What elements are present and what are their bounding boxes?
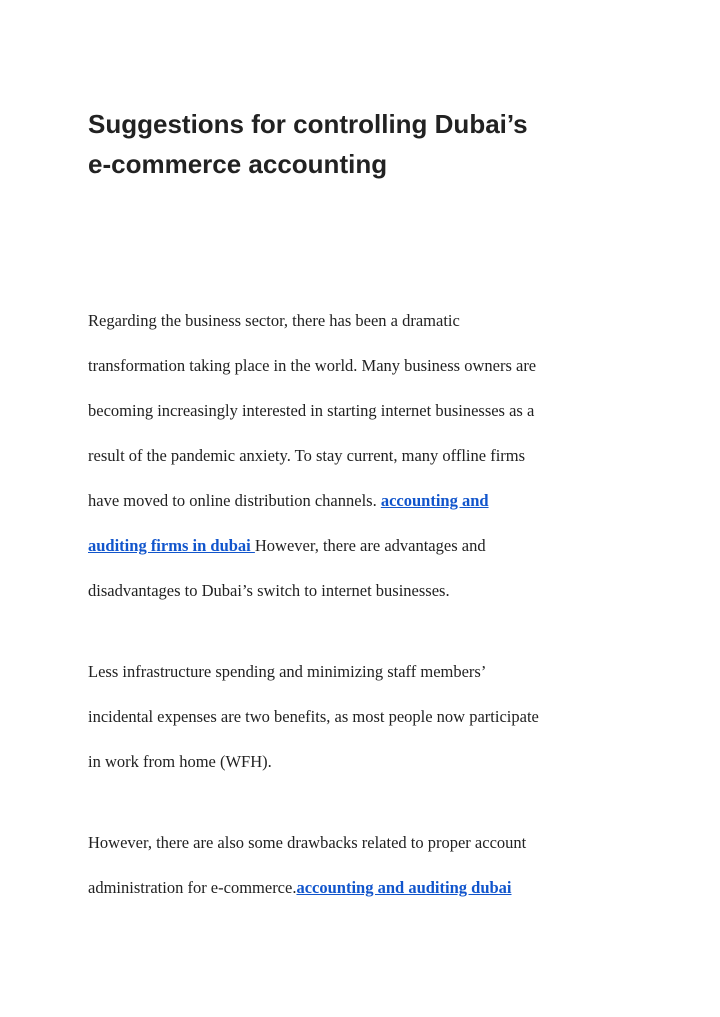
paragraph-2-line-3: in work from home (WFH).: [88, 752, 272, 771]
paragraph-2-line-1: Less infrastructure spending and minimizing staff members’: [88, 662, 487, 681]
title-line-1: Suggestions for controlling Dubai’s: [88, 109, 528, 139]
accounting-firms-link-part-1[interactable]: accounting and: [380, 491, 489, 510]
paragraph-1-line-2: transformation taking place in the world. Many business owners are: [88, 356, 537, 375]
title-line-2: e-commerce accounting: [88, 149, 388, 179]
accounting-auditing-dubai-link[interactable]: accounting and auditing dubai: [296, 878, 512, 897]
paragraph-2-line-2: incidental expenses are two benefits, as most people now participate: [88, 707, 539, 726]
paragraph-2: [88, 649, 648, 784]
accounting-firms-link-part-2[interactable]: auditing firms in dubai: [88, 536, 255, 555]
paragraph-3-line-2-text: administration for e-commerce.: [88, 878, 297, 897]
paragraph-3: [88, 820, 648, 910]
paragraph-1-line-5: [88, 478, 648, 523]
paragraph-1-line-7: disadvantages to Dubai’s switch to internet businesses.: [88, 581, 450, 600]
paragraph-1: [88, 298, 648, 613]
paragraph-1-line-3: becoming increasingly interested in starting internet businesses as a: [88, 401, 535, 420]
paragraph-1-line-4: result of the pandemic anxiety. To stay current, many offline firms: [88, 446, 526, 465]
paragraph-1-line-6: [88, 523, 648, 568]
paragraph-1-line-1: Regarding the business sector, there has been a dramatic: [88, 311, 460, 330]
page-title: [88, 104, 648, 184]
paragraph-1-line-6-text: However, there are advantages and: [254, 536, 486, 555]
paragraph-3-line-1: However, there are also some drawbacks related to proper account: [88, 833, 527, 852]
paragraph-1-line-5-text: have moved to online distribution channels.: [88, 491, 381, 510]
paragraph-3-line-2: [88, 865, 648, 910]
